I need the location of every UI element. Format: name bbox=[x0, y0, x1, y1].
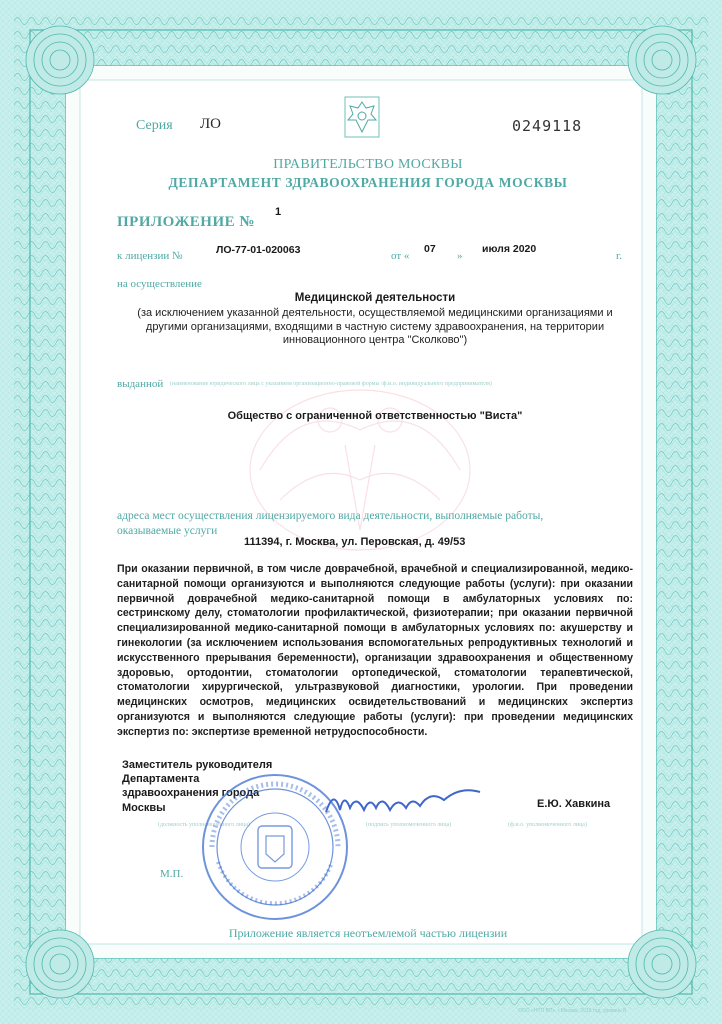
series-label: Серия bbox=[136, 118, 173, 133]
government-title: ПРАВИТЕЛЬСТВО МОСКВЫ bbox=[273, 157, 463, 172]
footer-note: Приложение является неотъемлемой частью лицензии bbox=[228, 926, 508, 940]
signatory-position-line1: Заместитель руководителя bbox=[122, 759, 273, 771]
appendix-label: ПРИЛОЖЕНИЕ № bbox=[117, 214, 255, 230]
activity-description: (за исключением указанной деятельности, осуществляемой медицинскими организациями и другими организациями, входящими в частную систему здравоохранения, на территории инновационного центра "Сколково") bbox=[137, 307, 613, 346]
signature-hint-name: (ф.и.о. уполномоченного лица) bbox=[508, 822, 587, 828]
license-date-quote-close: » bbox=[457, 250, 463, 262]
corner-rosette-bottom-right bbox=[628, 930, 696, 998]
license-form-number: 0249118 bbox=[512, 117, 583, 135]
license-day: 07 bbox=[424, 243, 436, 255]
signatory-name: Е.Ю. Хавкина bbox=[537, 798, 611, 810]
address-label-line2: оказываемые услуги bbox=[117, 525, 218, 537]
department-title: ДЕПАРТАМЕНТ ЗДРАВООХРАНЕНИЯ ГОРОДА МОСКВЫ bbox=[168, 175, 568, 190]
seal-place-label: М.П. bbox=[160, 868, 184, 880]
series-value: ЛО bbox=[200, 116, 222, 132]
license-month-year: июля 2020 bbox=[482, 243, 537, 255]
signatory-position-line2: Департамента bbox=[122, 773, 200, 786]
corner-rosette-top-left bbox=[26, 26, 94, 94]
activity-label: на осуществление bbox=[117, 278, 202, 290]
print-info: ООО «НТП ВП», г.Москва, 2018 год, уровень В bbox=[518, 1008, 627, 1014]
issued-label: выданной bbox=[117, 378, 164, 390]
signatory-position-line3: здравоохранения города bbox=[122, 787, 260, 800]
signatory-position-line4: Москвы bbox=[122, 801, 166, 814]
license-year-suffix: г. bbox=[616, 250, 623, 262]
address-value: 111394, г. Москва, ул. Перовская, д. 49/53 bbox=[244, 536, 466, 548]
coat-of-arms-icon bbox=[344, 96, 380, 138]
official-round-stamp bbox=[200, 772, 350, 922]
issued-hint: (наименование юридического лица с указанием организационно-правовой формы /ф.и.о. индивидуального предпринимателя) bbox=[170, 381, 492, 387]
license-number: ЛО-77-01-020063 bbox=[216, 244, 301, 256]
corner-rosette-top-right bbox=[628, 26, 696, 94]
signature-hint-position: (должность уполномоченного лица) bbox=[158, 822, 250, 828]
appendix-number: 1 bbox=[275, 206, 282, 218]
address-label-line1: адреса мест осуществления лицензируемого вида деятельности, выполняемые работы, bbox=[117, 510, 544, 522]
organization-name: Общество с ограниченной ответственностью "Виста" bbox=[227, 410, 523, 422]
services-text: При оказании первичной, в том числе доврачебной, врачебной и специализированной, медико-санитарной помощи организуются и выполняются следующие работы (услуги): при оказании первичной доврачебной медико-санитарной помощи в амбулаторных условиях по: сестринскому делу, стоматологии профилактической, физиотерапии; при оказании первичной специализированной медико-санитарной помощи в амбулаторных условиях по: акушерству и гинекологии (за исключением использования вспомогательных репродуктивных технологий и искусственного прерывания беременности), организации здравоохранения и общественному здоровью, ортодонтии, стоматологии ортопедической, стоматологии терапевтической, стоматологии хирургической, ультразвуковой диагностики, урологии. При проведении медицинских осмотров, медицинских освидетельствований и медицинских экспертиз организуются и выполняются следующие работы (услуги): при проведении медицинских экспертиз по: экспертизе временной нетрудоспособности. bbox=[117, 563, 633, 738]
license-number-label: к лицензии № bbox=[117, 250, 183, 262]
license-date-from-label: от « bbox=[391, 250, 410, 262]
corner-rosette-bottom-left bbox=[26, 930, 94, 998]
activity-title: Медицинской деятельности bbox=[294, 292, 456, 304]
signature-hint-signature: (подпись уполномоченного лица) bbox=[366, 822, 452, 828]
